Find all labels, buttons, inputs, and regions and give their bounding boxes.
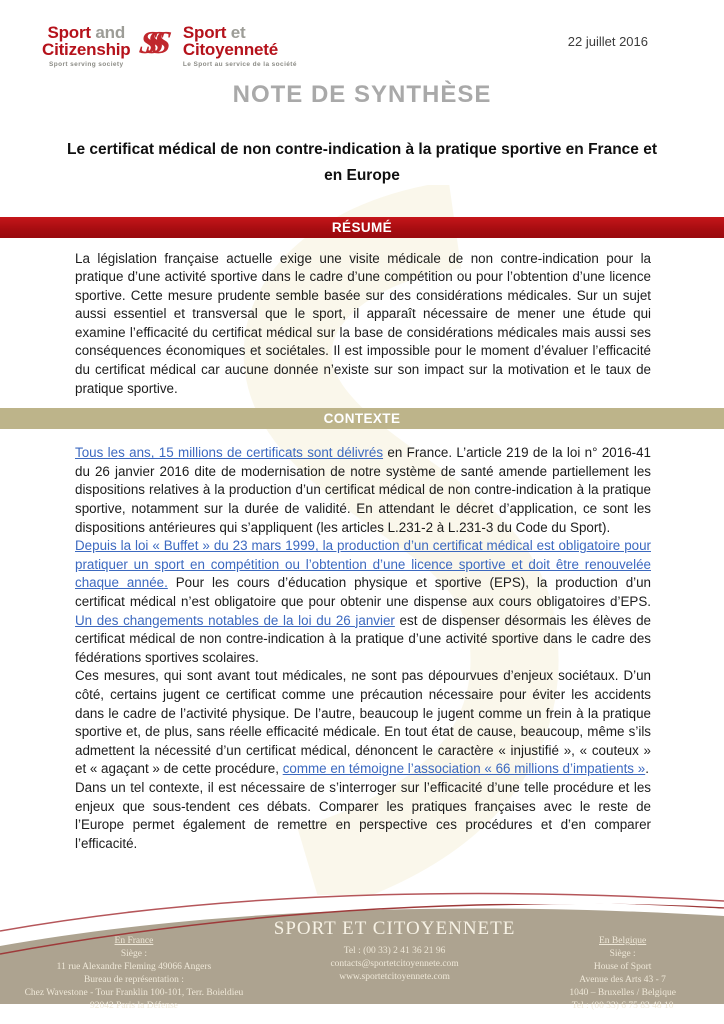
- footer-organization-title: SPORT ET CITOYENNETE: [273, 918, 516, 939]
- footer-belgique-lines: [521, 948, 724, 1013]
- contexte-paragraph: [75, 444, 651, 537]
- logo-word: Citizenship: [42, 40, 131, 59]
- footer-line: Bureau de représentation :: [83, 975, 184, 985]
- logo-line: [183, 41, 297, 58]
- footer-line: 1040 – Bruxelles / Belgique: [569, 988, 676, 998]
- footer-line: Siège :: [120, 949, 147, 959]
- page-header: [0, 0, 724, 69]
- logo-line: [42, 41, 130, 58]
- text-link[interactable]: comme en témoigne l’association « 66 millions d’impatients »: [282, 761, 646, 777]
- footer-line: Tel : (00 33) 2 41 36 21 96: [343, 946, 446, 956]
- page-footer: [0, 884, 724, 1024]
- logo-tagline: Le Sport au service de la société: [182, 61, 297, 68]
- footer-france-lines: [0, 948, 268, 1013]
- text-run: Pour les cours d’éducation physique et sportive (EPS), la production d’un certificat médical n’est obligatoire que pour obtenir une dispense aux cours obligatoires d’EPS.: [75, 575, 652, 609]
- footer-center-column: [268, 920, 521, 1013]
- footer-line: 11 rue Alexandre Fleming 49066 Angers: [56, 962, 212, 972]
- logo-word: Sport: [47, 23, 91, 42]
- footer-line: House of Sport: [593, 962, 652, 972]
- text-run: en France. L’article 219 de la loi n° 2016-41 du 26 janvier 2016 dite de modernisation de notre système de santé amende partiellement les dispositions relatives à la production d’un certificat médical de non contre-indication à la pratique sportive, notamment sur la durée de validité. En attendant le décret d’application, ce sont les dispositions antérieures qui s’appliquent (les articles L.231-2 à L.231-3 du Code du Sport).: [75, 445, 651, 535]
- logo-word: Sport: [182, 23, 227, 42]
- logo-tagline: Sport serving society: [48, 61, 124, 68]
- text-link[interactable]: Un des changements notables de la loi du 26 janvier: [75, 612, 395, 628]
- resume-section-body: [0, 238, 724, 407]
- footer-france-heading: En France: [114, 936, 154, 946]
- text-run: Dans un tel contexte, il est nécessaire de s’interroger sur l’efficacité d’une telle procédure et les enjeux que sous-tendent ces débats. Comparer les pratiques françaises avec le reste de l’Europe permet également de remettre en perspective ces procédures et d’en comparer l’efficacité.: [75, 779, 651, 851]
- logo-line: [42, 24, 130, 41]
- resume-paragraph: La législation française actuelle exige une visite médicale de non contre-indication pour la pratique d’une activité sportive dans le cadre d’une compétition ou pour l’obtention d’une licence sportive. Cette mesure prudente semble basée sur des considérations médicales. Sur un sujet aussi essentiel et transversal que le sport, il apparaît nécessaire de mener une étude qui examine l’efficacité du certificat médical sur la base de considérations médicales mais aussi ses conséquences économiques et sociétales. Il est impossible pour le moment d’évaluer l’efficacité du certificat médical car aucune donnée n’existe sur son impact sur la motivation et le taux de pratique sportive.: [75, 250, 651, 396]
- resume-section-banner: RÉSUMÉ: [0, 217, 724, 238]
- contexte-paragraph: [75, 537, 651, 667]
- logo-line: [183, 24, 297, 41]
- sport-et-citoyennete-logo: [183, 24, 297, 69]
- footer-content: [0, 918, 724, 1011]
- footer-contact-lines: [268, 945, 521, 984]
- footer-line: www.sportetcitoyennete.com: [339, 972, 450, 982]
- logo-word: Citoyenneté: [182, 40, 278, 59]
- document-subtitle: Le certificat médical de non contre-indication à la pratique sportive en France et en Europe: [66, 140, 657, 184]
- footer-line: Avenue des Arts 43 - 7: [579, 975, 666, 985]
- text-run: est de dispenser désormais les élèves de certificat médical de non contre-indication à la pratique d’une activité sportive dans le cadre des fédérations sportives scolaires.: [75, 612, 651, 665]
- sport-and-citizenship-logo: [42, 24, 130, 69]
- footer-line: Tel : (00 33) 6 75 83 48 10: [571, 1001, 674, 1011]
- text-run: Ces mesures, qui sont avant tout médicales, ne sont pas dépourvues d’enjeux sociétaux. D’un côté, certains jugent ce certificat comme une précaution nécessaire pour éviter les accidents dans le cadre de l’activité physique. De l’autre, beaucoup le jugent comme un frein à la pratique sportive et, de plus, sans réelle efficacité médicale. En tout état de cause, beaucoup, même s’ils admettent la nécessité d’un certificat médical, dénoncent le caractère « injustifié », « couteux » et « agaçant » de cette procédure,: [75, 668, 651, 777]
- footer-belgique-column: [521, 920, 724, 1013]
- footer-belgique-heading: En Belgique: [599, 936, 647, 946]
- footer-line: Chez Wavestone - Tour Franklin 100-101, Terr. Boieldieu: [24, 988, 244, 998]
- footer-line: contacts@sportetcitoyennete.com: [330, 959, 459, 969]
- text-link[interactable]: Depuis la loi « Buffet » du 23 mars 1999, la production d’un certificat médical est obligatoire pour pratiquer un sport en compétition ou l’obtention d’une licence sportive et doit être renouvelée chaque année.: [75, 538, 651, 591]
- footer-line: 92042 Paris la Défense: [90, 1001, 178, 1011]
- page-title: NOTE DE SYNTHÈSE: [232, 80, 492, 108]
- logo-group: [42, 24, 297, 69]
- text-link[interactable]: Tous les ans, 15 millions de certificats sont délivrés: [75, 445, 384, 461]
- footer-line: Siège :: [609, 949, 636, 959]
- footer-france-column: [0, 920, 268, 1013]
- contexte-paragraph: [75, 667, 651, 779]
- document-date: 22 juillet 2016: [567, 34, 648, 49]
- text-run: .: [645, 761, 649, 777]
- sss-flame-icon: SSS: [137, 24, 164, 60]
- contexte-section-banner: CONTEXTE: [0, 408, 724, 429]
- contexte-paragraph: [75, 779, 651, 853]
- contexte-section-body: [0, 429, 724, 853]
- logo-word: and: [95, 23, 126, 42]
- logo-word: et: [230, 23, 246, 42]
